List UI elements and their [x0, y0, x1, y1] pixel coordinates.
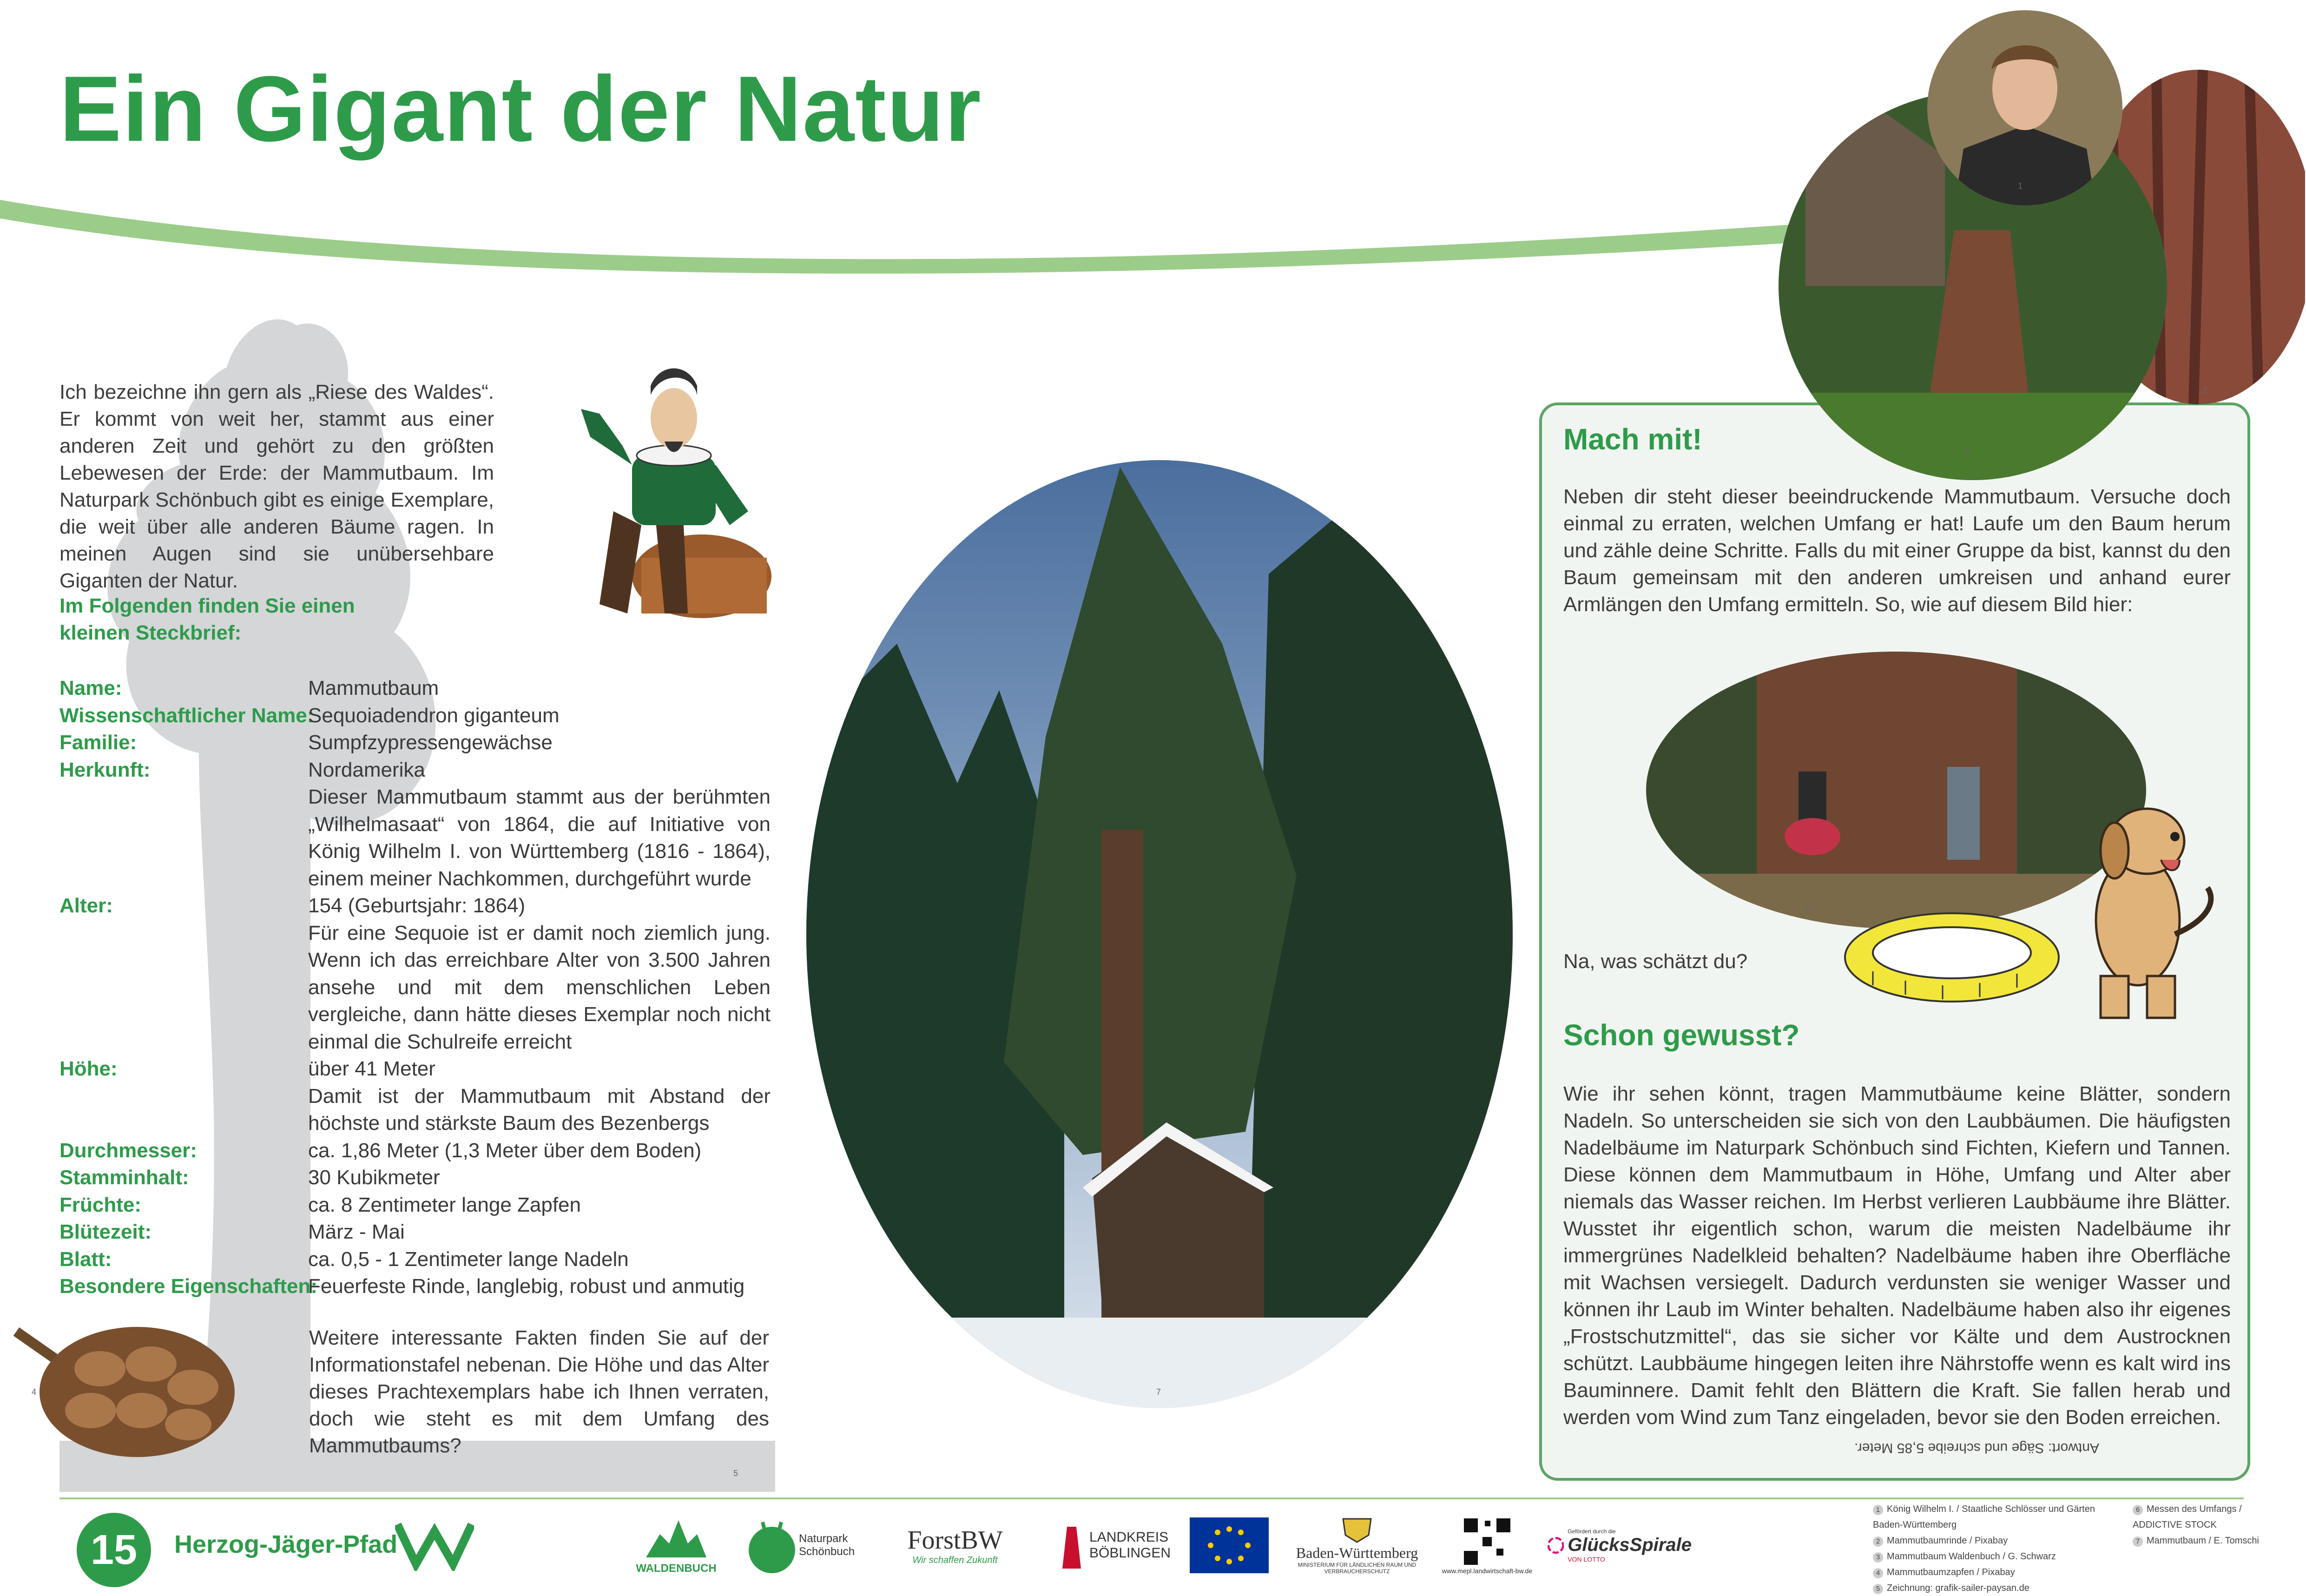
- fact-value: ca. 8 Zentimeter lange Zapfen: [308, 1193, 581, 1216]
- steckbrief-heading: Im Folgenden finden Sie einen kleinen Steckbrief:: [59, 594, 355, 644]
- fact-value: Für eine Sequoie ist er damit noch ziemlich jung. Wenn ich das erreichbare Alter von 3.500 Jahren ansehe und mit dem menschlichen Leben vergleiche, dann hätte dieses Exemplar noch nicht einmal die Schulreife erreicht: [308, 921, 771, 1053]
- header-swoosh: [0, 181, 1812, 293]
- gluecksspirale-label: GlücksSpirale: [1568, 1534, 1692, 1555]
- credit-number: 3: [1873, 1552, 1883, 1563]
- page-title: Ein Gigant der Natur: [59, 57, 982, 161]
- fact-value: Dieser Mammutbaum stammt aus der berühmten „Wilhelmasaat“ von 1864, die auf Initiative von König Wilhelm I. von Württemberg (1816 - 1864), einem meiner Nachkommen, durchgeführt wurde: [308, 785, 771, 890]
- fact-key: Blatt:: [59, 1247, 112, 1271]
- fact-key: Herkunft:: [59, 758, 151, 781]
- waldenbuch-label: WALDENBUCH: [636, 1562, 717, 1575]
- mach-mit-text: Neben dir steht dieser beeindruckende Mammutbaum. Versuche doch einmal zu erraten, welchen Umfang er hat! Laufe um den Baum herum und zähle deine Schritte. Falls du mit einer Gruppe da bist, kannst du den Baum gemeinsam mit den anderen umkreisen und anhand eurer Armlängen den Umfang ermitteln. So, wie auf diesem Bild hier:: [1563, 485, 2231, 616]
- fact-list: [59, 675, 771, 1300]
- fact-row: [59, 1055, 771, 1083]
- credit-text: Messen des Umfangs / ADDICTIVE STOCK: [2133, 1504, 2242, 1530]
- spiral-icon: [1548, 1527, 1564, 1564]
- pine-cone-image: [7, 1313, 239, 1462]
- credit-number: 2: [1873, 1537, 1883, 1547]
- fact-row: [59, 702, 771, 730]
- fact-value: Sequoiadendron giganteum: [308, 704, 560, 727]
- bw-label: Baden-Württemberg: [1296, 1544, 1418, 1561]
- fact-row: [59, 1137, 771, 1165]
- fact-key: Besondere Eigenschaften:: [59, 1275, 318, 1298]
- lotto-label: VON LOTTO: [1568, 1555, 1605, 1563]
- fact-row: [59, 1083, 771, 1137]
- credit-line: [2133, 1533, 2291, 1549]
- credit-number: 1: [1873, 1505, 1883, 1515]
- extra-text: Weitere interessante Fakten finden Sie auf der Informationstafel nebenan. Die Höhe und das Alter dieses Prachtexemplars habe ich Ihnen verraten, doch wie steht es mit dem Umfang des Mammutbaums?: [309, 1326, 769, 1457]
- fact-value: März - Mai: [308, 1220, 405, 1243]
- fact-row: [59, 1164, 771, 1192]
- credit-number: 6: [2133, 1505, 2143, 1515]
- fact-key: Name:: [59, 677, 122, 699]
- bw-ministry-logo: [1287, 1508, 1427, 1583]
- deer-icon: [749, 1513, 795, 1578]
- fact-value: Damit ist der Mammutbaum mit Abstand der höchste und stärkste Baum des Bezenbergs: [308, 1084, 771, 1134]
- landkreis-figure-icon: [1058, 1517, 1086, 1573]
- credit-text: Mammutbaum / E. Tomschi: [2147, 1536, 2259, 1546]
- qr-code[interactable]: [1441, 1508, 1534, 1583]
- fact-key: Höhe:: [59, 1057, 118, 1080]
- fact-key: Durchmesser:: [59, 1139, 197, 1162]
- fact-row: [59, 1192, 771, 1219]
- mach-mit-heading: Mach mit!: [1563, 422, 1702, 456]
- fact-value: ca. 0,5 - 1 Zentimeter lange Nadeln: [308, 1247, 629, 1271]
- forstbw-label: ForstBW: [907, 1525, 1003, 1555]
- schon-gewusst-text: Wie ihr sehen könnt, tragen Mammutbäume keine Blätter, sondern Nadeln. So unterscheiden sie sich von den Laubbäumen. Die häufigsten Nadelbäume im Naturpark Schönbuch sind Fichten, Kiefern und Tannen. Diese können dem Mammutbaum in Höhe, Umfang und Alter aber niemals das Wasser reichen. Im Herbst verlieren Laubbäume ihre Blätter. Wusstet ihr eigentlich schon, warum die meisten Nadelbäume ihr immergrünes Nadelkleid behalten? Nadelbäume haben ihre Oberfläche mit Wachsen versiegelt. Dadurch verdunsten sie weniger Wasser und können ihr Laub im Winter behalten. Nadelbäume haben also ihr eigenes „Frostschutzmittel“, das sie sicher vor Kälte und dem Austrocknen schützt. Laubbäume hingegen leiten ihre Nährstoffe wenn es kalt wird ins Bauminnere. Damit fehlt den Blättern die Kraft. Sie fallen herab und werden vom Wind zum Tanz eingeladen, bevor sie den Boden erreichen.: [1563, 1082, 2231, 1429]
- fact-key: Stamminhalt:: [59, 1166, 189, 1189]
- fact-key: [59, 1083, 308, 1137]
- credits-column-left: [1873, 1501, 2123, 1596]
- naturpark-logo: [748, 1508, 855, 1583]
- king-wilhelm-portrait: [1926, 9, 2124, 207]
- credit-text: König Wilhelm I. / Staatliche Schlösser und Gärten Baden-Württemberg: [1873, 1504, 2095, 1530]
- eu-flag-logo: [1187, 1508, 1271, 1583]
- dog-illustration: [2068, 772, 2226, 1032]
- fact-key: Blütezeit:: [59, 1220, 152, 1243]
- fact-row: [59, 1246, 771, 1273]
- image-number-4: 4: [32, 1387, 37, 1397]
- credit-line: [2133, 1501, 2291, 1533]
- image-number-2: 2: [2203, 386, 2208, 395]
- image-number-1: 1: [2018, 181, 2023, 191]
- credit-line: [1873, 1564, 2123, 1580]
- station-number-badge: 15: [77, 1513, 151, 1587]
- duke-illustration: [534, 316, 795, 641]
- gefoerdert-label: Gefördert durch die: [1568, 1528, 1616, 1535]
- fact-key: Alter:: [59, 894, 113, 917]
- credit-text: Mammutbaumzapfen / Pixabay: [1887, 1567, 2015, 1577]
- fact-value: ca. 1,86 Meter (1,3 Meter über dem Boden): [308, 1139, 702, 1162]
- fact-value: Mammutbaum: [308, 677, 439, 699]
- credit-number: 4: [1873, 1568, 1883, 1578]
- credit-line: [1873, 1549, 2123, 1564]
- fact-key: [59, 784, 308, 892]
- image-number-5: 5: [733, 1469, 738, 1478]
- credit-text: Mammutbaum Waldenbuch / G. Schwarz: [1887, 1551, 2056, 1562]
- trail-name: Herzog-Jäger-Pfad: [174, 1530, 398, 1558]
- fact-row: [59, 920, 771, 1056]
- mepl-url: www.mepl.landwirtschaft-bw.de: [1442, 1567, 1533, 1575]
- fact-row: [59, 784, 771, 892]
- fact-row: [59, 1219, 771, 1246]
- question-text: Na, was schätzt du?: [1563, 950, 1748, 973]
- footer-divider: [59, 1497, 2244, 1499]
- tape-measure-icon: [1836, 902, 2068, 1013]
- fact-key: Familie:: [59, 731, 137, 754]
- answer-upside-down: Antwort: Säge und schreibe 5,85 Meter.: [1854, 1440, 2099, 1456]
- fact-row: [59, 757, 771, 784]
- credits-column-right: [2133, 1501, 2291, 1596]
- schon-gewusst-heading: Schon gewusst?: [1563, 1018, 1800, 1052]
- image-number-3: 3: [1965, 448, 1970, 458]
- ministry-label: MINISTERIUM FÜR LÄNDLICHEN RAUM UND VERBRAUCHERSCHUTZ: [1298, 1561, 1417, 1575]
- image-number-6: 6: [1805, 906, 1811, 916]
- image-number-7: 7: [1156, 1387, 1161, 1397]
- naturpark-label: Naturpark Schönbuch: [799, 1532, 855, 1558]
- coat-of-arms-icon: [1341, 1517, 1373, 1544]
- intro-text: Ich bezeichne ihn gern als „Riese des Waldes“. Er kommt von weit her, stammt aus einer anderen Zeit und gehört zu den größten Lebewesen der Erde: der Mammutbaum. Im Naturpark Schönbuch gibt es einige Exemplare, die weit über alle anderen Bäume ragen. In meinen Augen sind sie unübersehbare Giganten der Natur.: [59, 381, 494, 592]
- credit-line: [1873, 1533, 2123, 1549]
- fact-row: [59, 1273, 771, 1300]
- credit-number: 7: [2133, 1537, 2143, 1547]
- credit-line: [1873, 1580, 2123, 1596]
- image-credits: [1873, 1501, 2291, 1596]
- fact-row: [59, 729, 771, 757]
- fact-row: [59, 675, 771, 702]
- fact-value: Nordamerika: [308, 758, 425, 781]
- forstbw-slogan: Wir schaffen Zukunft: [912, 1555, 998, 1565]
- credit-number: 5: [1873, 1584, 1883, 1594]
- sequoia-photo: [804, 458, 1515, 1411]
- gluecksspirale-logo: [1548, 1508, 1692, 1583]
- landkreis-logo: [1050, 1508, 1176, 1583]
- fact-value: Feuerfeste Rinde, langlebig, robust und anmutig: [308, 1275, 745, 1298]
- credit-line: [1873, 1501, 2123, 1533]
- fact-key: [59, 920, 308, 1056]
- credit-text: Mammutbaumrinde / Pixabay: [1887, 1536, 2008, 1546]
- trail-logo-icon: [395, 1520, 474, 1571]
- qr-code-icon: [1462, 1516, 1513, 1567]
- forstbw-logo: [874, 1508, 1036, 1583]
- fact-value: Sumpfzypressengewächse: [308, 731, 553, 754]
- credit-text: Zeichnung: grafik-sailer-paysan.de: [1887, 1583, 2029, 1593]
- fact-value: über 41 Meter: [308, 1057, 435, 1080]
- fact-key: Früchte:: [59, 1193, 141, 1216]
- fact-row: [59, 892, 771, 920]
- landkreis-label: LANDKREIS BÖBLINGEN: [1089, 1530, 1171, 1561]
- fact-value: 154 (Geburtsjahr: 1864): [308, 894, 526, 917]
- fact-value: 30 Kubikmeter: [308, 1166, 440, 1189]
- fact-key: Wissenschaftlicher Name:: [59, 704, 314, 727]
- waldenbuch-logo: [623, 1508, 730, 1583]
